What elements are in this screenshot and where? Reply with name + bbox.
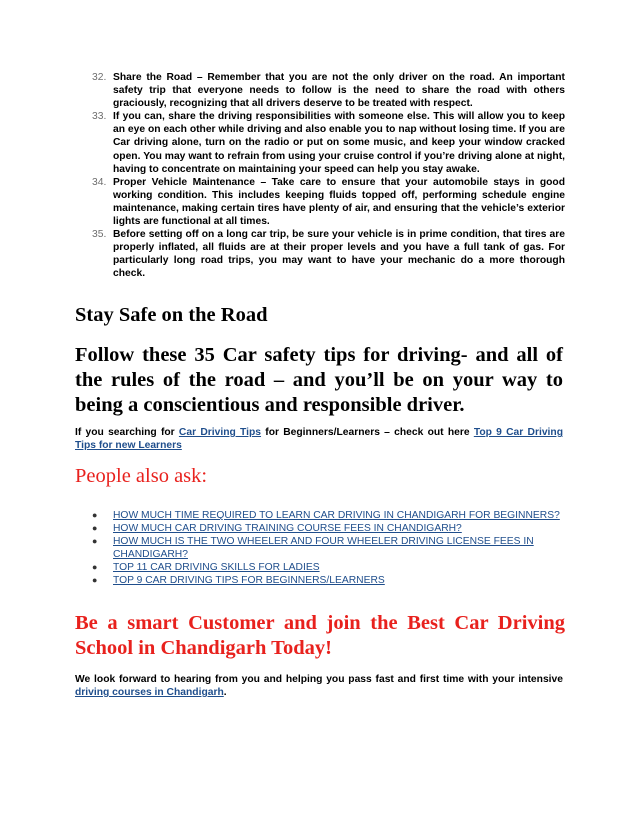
list-item — [92, 522, 564, 535]
closing-paragraph — [75, 673, 563, 699]
people-also-ask-list — [92, 509, 564, 588]
faq-link-course-fees[interactable]: HOW MUCH CAR DRIVING TRAINING COURSE FEES IN CHANDIGARH? — [113, 523, 462, 535]
bullet-icon: ● — [92, 523, 98, 534]
stay-safe-heading: Stay Safe on the Road — [75, 304, 268, 326]
list-item-text: If you can, share the driving responsibilities with someone else. This will allow you to keep an eye on each other while driving and also enable you to nap without losing time. If you are Car driving alone, turn on the radio or put on some music, and keep your window cracked open. You may want to refrain from using your cruise control if you’re driving alone at night, having to concentrate on maintaining your speed can help you stay awake. — [113, 111, 565, 175]
bullet-icon: ● — [92, 536, 98, 547]
closing-text-part2: . — [223, 687, 227, 698]
top-9-tips-link[interactable]: Top 9 Car Driving Tips for new Learners — [75, 427, 563, 451]
list-item-text: Before setting off on a long car trip, be sure your vehicle is in prime condition, that tires are properly inflated, all fluids are at their proper levels and you have a full tank of gas. For particularly long road trips, you may want to have your mechanic do a more thorough check. — [113, 229, 565, 280]
faq-link-license-fees[interactable]: HOW MUCH IS THE TWO WHEELER AND FOUR WHEELER DRIVING LICENSE FEES IN CHANDIGARH? — [113, 536, 534, 561]
list-number: 33. — [92, 111, 107, 123]
list-number: 32. — [92, 72, 107, 83]
search-text-part2: for Beginners/Learners – check out here — [261, 427, 474, 438]
bullet-icon: ● — [92, 510, 98, 520]
bullet-icon: ● — [92, 562, 98, 573]
closing-text-part1: We look forward to hearing from you and helping you pass fast and first time with your intensive — [75, 674, 563, 685]
list-item — [80, 71, 565, 110]
list-item — [80, 228, 565, 280]
list-item — [92, 535, 564, 561]
faq-link-skills-ladies[interactable]: TOP 11 CAR DRIVING SKILLS FOR LADIES — [113, 562, 320, 574]
bullet-icon: ● — [92, 575, 98, 586]
safety-tips-list — [80, 71, 565, 281]
smart-customer-heading: Be a smart Customer and join the Best Car Driving School in Chandigarh Today! — [75, 612, 565, 659]
search-paragraph — [75, 426, 563, 452]
list-item — [80, 110, 565, 175]
list-item-text: Share the Road – Remember that you are not the only driver on the road. An important safety trip that everyone needs to follow is the need to share the road with others graciously, recognizing that all drivers deserve to be treated with respect. — [113, 72, 565, 110]
people-also-ask-heading: People also ask: — [75, 465, 208, 487]
list-item-text: Proper Vehicle Maintenance – Take care to ensure that your automobile stays in good working condition. This includes keeping fluids topped off, performing schedule engine maintenance, making certain tires have plenty of air, and ensuring that the vehicle’s exterior lights are functional at all times. — [113, 176, 565, 228]
faq-link-top-9-tips[interactable]: TOP 9 CAR DRIVING TIPS FOR BEGINNERS/LEARNERS — [113, 575, 385, 587]
list-number: 35. — [92, 229, 107, 241]
list-item — [80, 176, 565, 228]
list-item — [92, 574, 564, 587]
search-text-part1: If you searching for — [75, 427, 179, 438]
list-item — [92, 561, 564, 574]
driving-courses-link[interactable]: driving courses in Chandigarh — [75, 687, 224, 698]
follow-tips-heading: Follow these 35 Car safety tips for driving- and all of the rules of the road – and you’ll be on your way to being a conscientious and responsible driver. — [75, 344, 563, 416]
faq-link-learning-time[interactable]: HOW MUCH TIME REQUIRED TO LEARN CAR DRIVING IN CHANDIGARH FOR BEGINNERS? — [113, 510, 560, 521]
car-driving-tips-link[interactable]: Car Driving Tips — [178, 427, 262, 438]
list-number: 34. — [92, 176, 107, 188]
list-item — [92, 509, 564, 522]
